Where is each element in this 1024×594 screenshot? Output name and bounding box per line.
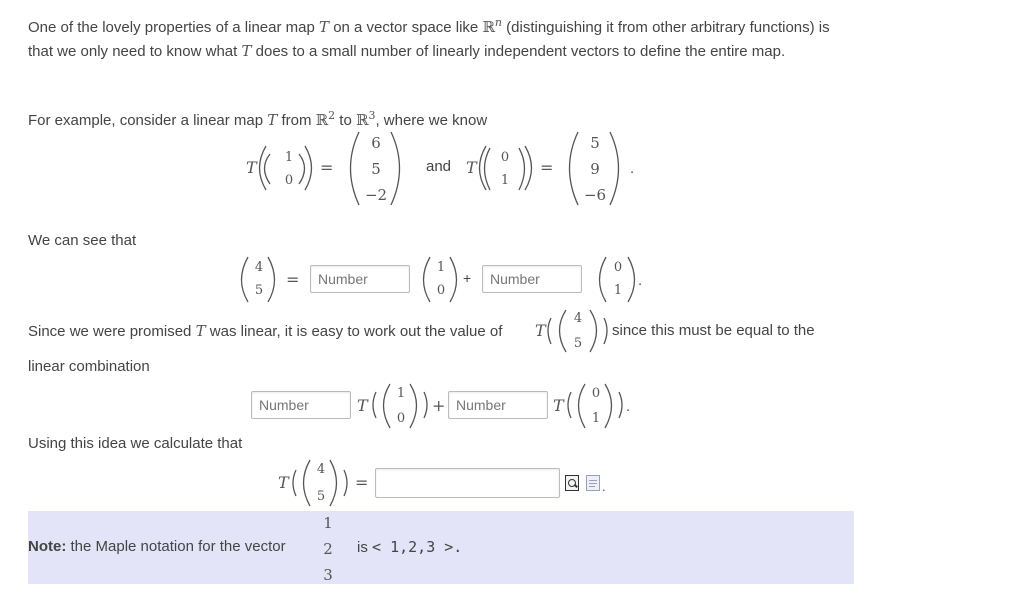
note-text — [28, 538, 286, 555]
plus-sign: + — [463, 270, 472, 286]
equals-sign: = — [540, 158, 554, 177]
example-to: to — [339, 112, 352, 129]
vector-entry: 0 — [591, 386, 601, 401]
intro-text-3: (distinguishing it from other arbitrary functions) is that we only need to know what — [28, 19, 830, 60]
note-label: Note: — [28, 538, 67, 555]
vector-entry: 0 — [613, 260, 623, 275]
preview-icon[interactable] — [565, 475, 579, 491]
math-R: ℝ — [355, 111, 369, 129]
note-vector — [319, 510, 337, 586]
math-T: T — [267, 111, 278, 129]
example-sentence — [28, 105, 848, 133]
vector-target — [311, 462, 331, 504]
and-text: and — [426, 158, 452, 175]
T-label: T — [246, 158, 257, 177]
vector-e1 — [431, 260, 451, 298]
since-text-4: linear combination — [28, 358, 150, 375]
since-sentence — [28, 322, 502, 340]
vector-entry: 5 — [371, 160, 381, 178]
since-text-1: Since we were promised — [28, 323, 192, 340]
vector-entry: 3 — [323, 566, 333, 584]
vector-entry: 1 — [396, 386, 406, 401]
equals-sign: = — [320, 158, 334, 177]
T-label: T — [466, 158, 477, 177]
vector-target — [568, 311, 588, 351]
vector-entry: −2 — [364, 186, 388, 204]
vector-entry: −6 — [583, 186, 607, 204]
vector-entry: 1 — [323, 514, 333, 532]
using-text: Using this idea we calculate that — [28, 435, 243, 452]
vector-e2 — [586, 386, 606, 426]
math-T: T — [241, 41, 252, 60]
intro-text-4: does to a small number of linearly independent vectors to define the entire map. — [255, 42, 786, 60]
equals-sign: = — [355, 473, 369, 492]
note-is: is — [357, 539, 368, 556]
T-label: T — [553, 396, 564, 415]
maple-notation: < 1,2,3 >. — [372, 538, 463, 556]
example-from: from — [281, 112, 312, 129]
vector-e1 — [279, 150, 299, 188]
T-label: T — [357, 396, 368, 415]
since-text-3: since this must be equal to the — [612, 322, 815, 339]
coefficient-d-input[interactable] — [448, 391, 548, 419]
plus-sign: + — [432, 396, 446, 415]
since-text-2: was linear, it is easy to work out the value of — [209, 323, 503, 340]
vector-target — [249, 260, 269, 298]
math-exp-3: 3 — [368, 109, 376, 122]
vector-entry: 1 — [591, 411, 601, 426]
intro-text-1: One of the lovely properties of a linear map — [28, 19, 315, 36]
period: . — [638, 272, 643, 289]
vector-Te1 — [362, 130, 390, 208]
vector-entry: 5 — [254, 283, 264, 298]
vector-entry: 5 — [316, 489, 326, 504]
period: . — [602, 479, 606, 494]
we-can-see-text: We can see that — [28, 232, 137, 249]
vector-entry: 9 — [590, 160, 600, 178]
vector-entry: 2 — [323, 540, 333, 558]
vector-entry: 0 — [284, 173, 294, 188]
example-text-2: , where we know — [375, 112, 488, 129]
vector-entry: 4 — [573, 311, 583, 326]
period: . — [626, 398, 631, 415]
coefficient-c-input[interactable] — [251, 391, 351, 419]
coefficient-b-input[interactable] — [482, 265, 582, 293]
vector-e2 — [608, 260, 628, 298]
coefficient-a-input[interactable] — [310, 265, 410, 293]
T-label: T — [535, 321, 546, 340]
vector-entry: 6 — [371, 134, 381, 152]
vector-entry: 5 — [590, 134, 600, 152]
vector-entry: 0 — [436, 283, 446, 298]
vector-entry: 1 — [500, 173, 510, 188]
intro-text-2: on a vector space like — [333, 19, 479, 36]
vector-entry: 1 — [284, 150, 294, 165]
math-R: ℝ — [315, 111, 329, 129]
intro-paragraph — [28, 12, 848, 63]
vector-entry: 5 — [573, 336, 583, 351]
vector-entry: 4 — [316, 462, 326, 477]
math-T: T — [195, 322, 206, 340]
vector-entry: 1 — [613, 283, 623, 298]
help-icon[interactable] — [586, 475, 600, 491]
vector-Te2 — [581, 130, 609, 208]
math-T: T — [319, 18, 330, 36]
note-maple — [357, 538, 462, 556]
vector-entry: 1 — [436, 260, 446, 275]
note-description: the Maple notation for the vector — [70, 538, 286, 555]
vector-entry: 0 — [396, 411, 406, 426]
T-label: T — [278, 473, 289, 492]
vector-e2 — [495, 150, 515, 188]
vector-entry: 0 — [500, 150, 510, 165]
example-text-1: For example, consider a linear map — [28, 112, 264, 129]
vector-entry: 4 — [254, 260, 264, 275]
math-R: ℝ — [482, 18, 495, 36]
period: . — [630, 160, 635, 177]
answer-input[interactable] — [375, 468, 560, 498]
vector-e1 — [391, 386, 411, 426]
equals-sign: = — [286, 270, 300, 289]
math-n: n — [494, 16, 502, 29]
math-exp-2: 2 — [328, 109, 336, 122]
